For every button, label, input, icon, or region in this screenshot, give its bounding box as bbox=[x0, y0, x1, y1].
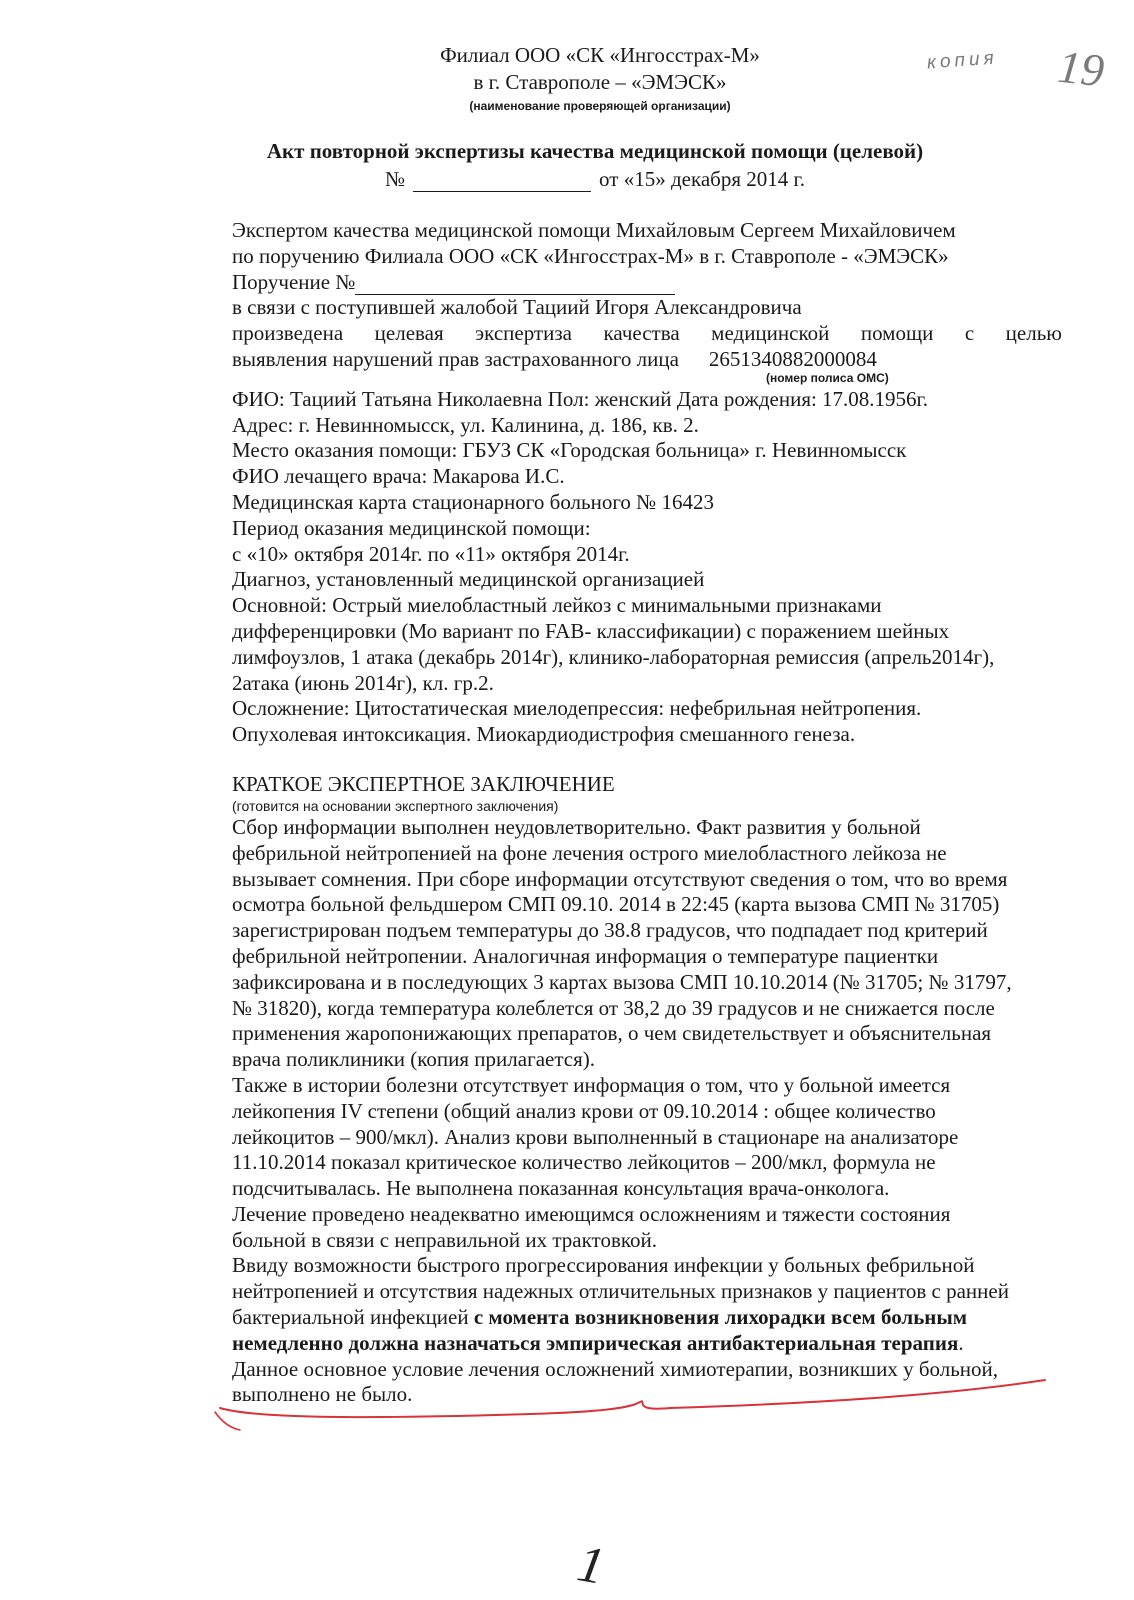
conclusion-line: лейкоцитов – 900/мкл). Анализ крови выполненный в стационаре на анализаторе bbox=[232, 1124, 959, 1149]
conclusion-line: нейтропенией и отсутствия надежных отличительных признаков у пациентов с ранней bbox=[232, 1279, 1009, 1304]
conclusion-line: лейкопения IV степени (общий анализ крови от 09.10.2014 : общее количество bbox=[232, 1098, 936, 1123]
diagnosis-line: дифференцировки (Мо вариант по FAB- классификации) с поражением шейных bbox=[232, 618, 950, 643]
diagnosis-line: Основной: Острый миелобластный лейкоз с минимальными признаками bbox=[232, 593, 882, 618]
medical-card: Медицинская карта стационарного больного № 16423 bbox=[232, 489, 714, 514]
intro-line: Экспертом качества медицинской помощи Михайловым Сергеем Михайловичем bbox=[232, 218, 956, 242]
emphasis-text: немедленно должна назначаться эмпирическая антибактериальная терапия bbox=[232, 1330, 959, 1355]
document-title: Акт повторной экспертизы качества медицинской помощи (целевой) bbox=[266, 139, 924, 163]
handwritten-sheet-number: 19 bbox=[1055, 40, 1107, 97]
conclusion-line: выполнено не было. bbox=[232, 1382, 413, 1407]
conclusion-line-emphasis bbox=[232, 1331, 1062, 1357]
number-blank-field bbox=[413, 171, 591, 192]
intro-line: произведена целевая экспертиза качества медицинской помощи с целью bbox=[232, 321, 1062, 346]
red-pen-underline bbox=[200, 1368, 1080, 1438]
complication-line: Опухолевая интоксикация. Миокардиодистрофия смешанного генеза. bbox=[232, 722, 856, 747]
diagnosis-line: лимфоузлов, 1 атака (декабрь 2014г), клинико-лабораторная ремиссия (апрель2014г), bbox=[232, 644, 995, 669]
intro-line: в связи с поступившей жалобой Тациий Игоря Александровича bbox=[232, 295, 802, 320]
document-body bbox=[232, 218, 1062, 1408]
conclusion-line: врача поликлиники (копия прилагается). bbox=[232, 1047, 595, 1072]
emphasis-text: с момента возникновения лихорадки всем больным bbox=[473, 1305, 968, 1330]
conclusion-line: вызывает сомнения. При сборе информации отсутствуют сведения о том, что во время bbox=[232, 866, 1008, 891]
handwritten-page-number: 1 bbox=[573, 1535, 609, 1596]
polis-number: 2651340882000084 bbox=[708, 346, 877, 371]
conclusion-line: Сбор информации выполнен неудовлетворительно. Факт развития у больной bbox=[232, 814, 921, 839]
care-place: Место оказания помощи: ГБУЗ СК «Городская больница» г. Невинномысск bbox=[232, 438, 907, 463]
red-pen-stroke bbox=[215, 1412, 240, 1430]
diagnosis-label: Диагноз, установленный медицинской организацией bbox=[232, 567, 705, 592]
organization-name: Филиал ООО «СК «Ингосстрах-М» bbox=[440, 43, 760, 67]
patient-address: Адрес: г. Невинномысск, ул. Калинина, д. 186, кв. 2. bbox=[232, 412, 699, 437]
conclusion-text: бактериальной инфекцией bbox=[232, 1305, 474, 1330]
conclusion-line: подсчитывалась. Не выполнена показанная консультация врача-онколога. bbox=[232, 1176, 890, 1201]
conclusion-text: . bbox=[958, 1330, 964, 1355]
conclusion-line: 11.10.2014 показал критическое количество лейкоцитов – 200/мкл, формула не bbox=[232, 1150, 936, 1175]
conclusion-title: КРАТКОЕ ЭКСПЕРТНОЕ ЗАКЛЮЧЕНИЕ bbox=[232, 771, 615, 796]
conclusion-line: осмотра больной фельдшером СМП 09.10. 2014 в 22:45 (карта вызова СМП № 31705) bbox=[232, 892, 1000, 917]
conclusion-line: фебрильной нейтропенией на фоне лечения острого миелобластного лейкоза не bbox=[232, 840, 947, 865]
conclusion-line: фебрильной нейтропении. Аналогичная информация о температуре пациентки bbox=[232, 943, 939, 968]
conclusion-line: зарегистрирован подъем температуры до 38.8 градусов, что подпадает под критерий bbox=[232, 918, 988, 943]
conclusion-line: № 31820), когда температура колеблется от 38,2 до 39 градусов и не снижается после bbox=[232, 995, 995, 1020]
period-dates: с «10» октября 2014г. по «11» октября 2014г. bbox=[232, 541, 630, 566]
conclusion-note: (готовится на основании экспертного заключения) bbox=[232, 797, 559, 814]
organization-header bbox=[380, 42, 820, 114]
copy-stamp: копия bbox=[926, 47, 999, 74]
red-pen-stroke bbox=[220, 1380, 1045, 1417]
polis-note: (номер полиса ОМС) bbox=[766, 370, 889, 385]
conclusion-line: Ввиду возможности быстрого прогрессирования инфекции у больных фебрильной bbox=[232, 1253, 975, 1278]
organization-note: (наименование проверяющей организации) bbox=[469, 99, 731, 113]
conclusion-line-emphasis bbox=[232, 1305, 1062, 1331]
order-number-label: Поручение № bbox=[232, 269, 356, 294]
conclusion-line: Лечение проведено неадекватно имеющимся осложнениям и тяжести состояния bbox=[232, 1201, 951, 1226]
intro-line: выявления нарушений прав застрахованного лица bbox=[232, 346, 679, 371]
patient-fio: ФИО: Тациий Татьяна Николаевна Пол: женский Дата рождения: 17.08.1956г. bbox=[232, 386, 929, 411]
complication-line: Осложнение: Цитостатическая миелодепрессия: нефебрильная нейтропения. bbox=[232, 696, 922, 721]
conclusion-line: Также в истории болезни отсутствует информация о том, что у больной имеется bbox=[232, 1072, 951, 1097]
conclusion-line: Данное основное условие лечения осложнений химиотерапии, возникших у больной, bbox=[232, 1356, 999, 1381]
document-date: от «15» декабря 2014 г. bbox=[599, 167, 805, 191]
conclusion-line: применения жаропонижающих препаратов, о чем свидетельствует и объяснительная bbox=[232, 1021, 992, 1046]
organization-city: в г. Ставрополе – «ЭМЭСК» bbox=[473, 70, 727, 94]
conclusion-line: больной в связи с неправильной их трактовкой. bbox=[232, 1227, 657, 1252]
document-number-line bbox=[200, 166, 990, 192]
doctor-name: ФИО лечащего врача: Макарова И.С. bbox=[232, 464, 565, 489]
polis-line bbox=[232, 347, 1062, 373]
number-label: № bbox=[385, 167, 406, 191]
conclusion-line: зафиксирована и в последующих 3 картах вызова СМП 10.10.2014 (№ 31705; № 31797, bbox=[232, 969, 1012, 994]
intro-line: по поручению Филиала ООО «СК «Ингосстрах-М» в г. Ставрополе - «ЭМЭСК» bbox=[232, 243, 949, 268]
order-number-blank bbox=[355, 274, 675, 295]
period-label: Период оказания медицинской помощи: bbox=[232, 515, 591, 540]
order-number-line bbox=[232, 270, 1062, 296]
diagnosis-line: 2атака (июнь 2014г), кл. гр.2. bbox=[232, 670, 494, 695]
